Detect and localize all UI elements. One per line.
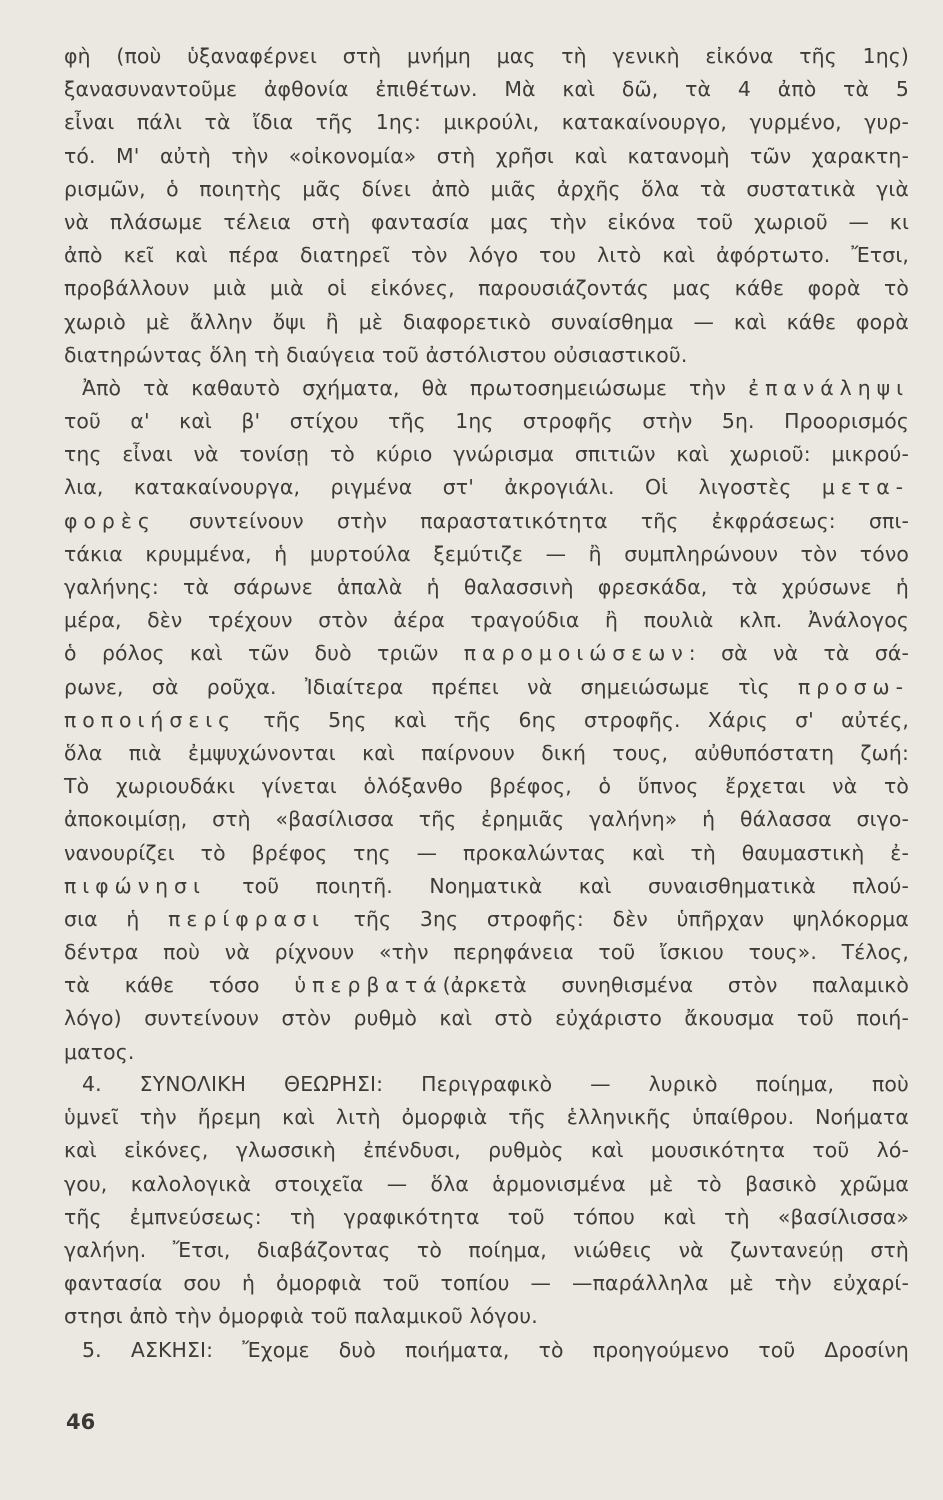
emphasized-term: περίφρασι: [168, 906, 325, 931]
emphasized-term: πιφώνησι: [64, 873, 206, 898]
text-segment: τὰ κάθε τόσο: [64, 973, 260, 998]
text-line: διατηρώντας ὅλη τὴ διαύγεια τοῦ ἀστόλιστου οὐσιαστικοῦ.: [64, 342, 688, 367]
emphasized-term: φορὲς: [64, 508, 156, 533]
text-line: γου, καλολογικὰ στοιχεῖα — ὅλα ἁρμονισμένα μὲ τὸ βασικὸ χρῶμα: [64, 1171, 909, 1196]
text-line: χωριὸ μὲ ἄλλην ὄψι ἢ μὲ διαφορετικὸ συναίσθημα — καὶ κάθε φορὰ: [64, 309, 909, 334]
text-segment: ρωνε, σὰ ροῦχα. Ἰδιαίτερα πρέπει νὰ σημειώσωμε τὶς: [64, 674, 770, 699]
text-line: ἀπὸ κεῖ καὶ πέρα διατηρεῖ τὸν λόγο του λιτὸ καὶ ἀφόρτωτο. Ἔτσι,: [64, 243, 909, 268]
text-line: [64, 372, 909, 405]
text-line: τό. Μ' αὐτὴ τὴν «οἰκονομία» στὴ χρῆσι καὶ κατανομὴ τῶν χαρακτη-: [64, 143, 909, 168]
section-heading: 4. ΣΥΝΟΛΙΚΗ ΘΕΩΡΗΣΙ:: [82, 1072, 384, 1096]
text-line: [64, 637, 909, 670]
text-line: στησι ἀπὸ τὴν ὀμορφιὰ τοῦ παλαμικοῦ λόγου.: [64, 1304, 538, 1329]
text-line: προβάλλουν μιὰ μιὰ οἱ εἰκόνες, παρουσιάζοντάς μας κάθε φορὰ τὸ: [64, 276, 909, 301]
text-line: ξανασυναντοῦμε ἀφθονία ἐπιθέτων. Μὰ καὶ δῶ, τὰ 4 ἀπὸ τὰ 5: [64, 77, 909, 102]
text-line: [64, 903, 909, 936]
text-segment: τοῦ ποιητῆ. Νοηματικὰ καὶ συναισθηματικὰ πλού-: [242, 873, 909, 898]
text-segment: Ἀπὸ τὰ καθαυτὸ σχήματα, θὰ πρωτοσημειώσωμε τὴν: [82, 375, 727, 400]
page-number: 46: [66, 1410, 96, 1434]
text-line: [64, 1068, 909, 1101]
emphasized-term: παρομοιώσεων: [463, 641, 689, 666]
section-5-exercise: [64, 1334, 909, 1367]
text-line: τοῦ α' καὶ β' στίχου τῆς 1ης στροφῆς στὴν 5η. Προορισμός: [64, 409, 909, 434]
text-line: μέρα, δὲν τρέχουν στὸν ἀέρα τραγούδια ἢ πουλιὰ κλπ. Ἀνάλογος: [64, 608, 909, 633]
text-line: νανουρίζει τὸ βρέφος της — προκαλώντας καὶ τὴ θαυμαστικὴ ἐ-: [64, 840, 909, 865]
text-line: ματος.: [64, 1039, 135, 1064]
text-segment: : σὰ νὰ τὰ σά-: [688, 641, 909, 666]
text-line: καὶ εἰκόνες, γλωσσικὴ ἐπένδυσι, ρυθμὸς καὶ μουσικότητα τοῦ λό-: [64, 1138, 909, 1163]
text-line: τῆς ἐμπνεύσεως: τὴ γραφικότητα τοῦ τόπου καὶ τὴ «βασίλισσα»: [64, 1204, 909, 1229]
text-line: φὴ (ποὺ ὑξαναφέρνει στὴ μνήμη μας τὴ γενικὴ εἰκόνα τῆς 1ης): [64, 44, 909, 68]
text-line: δέντρα ποὺ νὰ ρίχνουν «τὴν περηφάνεια τοῦ ἴσκιου τους». Τέλος,: [64, 940, 909, 965]
text-line: [64, 671, 909, 704]
section-3-text: [64, 40, 909, 1069]
text-line: γαλήνης: τὰ σάρωνε ἁπαλὰ ἡ θαλασσινὴ φρεσκάδα, τὰ χρύσωνε ἡ: [64, 575, 909, 599]
text-line: [64, 1334, 909, 1367]
text-segment: σια ἡ: [64, 906, 140, 931]
section-4-overall-review: [64, 1068, 909, 1334]
text-line: ὑμνεῖ τὴν ἤρεμη καὶ λιτὴ ὀμορφιὰ τῆς ἑλληνικῆς ὑπαίθρου. Νοήματα: [64, 1105, 909, 1130]
text-line: εἶναι πάλι τὰ ἴδια τῆς 1ης: μικρούλι, κατακαίνουργο, γυρμένο, γυρ-: [64, 110, 909, 135]
text-line: ρισμῶν, ὁ ποιητὴς μᾶς δίνει ἀπὸ μιᾶς ἀρχῆς ὅλα τὰ συστατικὰ γιὰ: [64, 176, 909, 201]
emphasized-term: ὑπερβατά: [294, 973, 443, 998]
text-line: [64, 704, 909, 737]
text-line: γαλήνη. Ἔτσι, διαβάζοντας τὸ ποίημα, νιώθεις νὰ ζωντανεύῃ στὴ: [64, 1237, 909, 1262]
text-line: ἀποκοιμίσῃ, στὴ «βασίλισσα τῆς ἐρημιᾶς γαλήνη» ἡ θάλασσα σιγο-: [64, 807, 909, 832]
text-line: λόγο) συντείνουν στὸν ρυθμὸ καὶ στὸ εὐχάριστο ἄκουσμα τοῦ ποιή-: [64, 1006, 909, 1031]
text-line: νὰ πλάσωμε τέλεια στὴ φαντασία μας τὴν εἰκόνα τοῦ χωριοῦ — κι: [64, 209, 909, 234]
emphasized-term: μετα-: [821, 475, 909, 500]
text-line: [64, 969, 909, 1002]
text-line: τάκια κρυμμένα, ἡ μυρτούλα ξεμύτιζε — ἢ συμπληρώνουν τὸν τόνο: [64, 541, 909, 566]
text-line: της εἶναι νὰ τονίσῃ τὸ κύριο γνώρισμα σπιτιῶν καὶ χωριοῦ: μικρού-: [64, 442, 909, 467]
text-segment: λια, κατακαίνουργα, ριγμένα στ' ἀκρογιάλι. Οἱ λιγοστὲς: [64, 475, 792, 500]
emphasized-term: ἐπανάληψι: [748, 375, 910, 400]
text-segment: τῆς 3ης στροφῆς: δὲν ὑπῆρχαν ψηλόκορμα: [353, 906, 909, 931]
text-line: [64, 471, 909, 504]
text-segment: τῆς 5ης καὶ τῆς 6ης στροφῆς. Χάρις σ' αὐτές,: [263, 707, 909, 732]
text-line: [64, 870, 909, 903]
text-segment: ὁ ρόλος καὶ τῶν δυὸ τριῶν: [64, 641, 439, 666]
text-segment: Ἔχομε δυὸ ποιήματα, τὸ προηγούμενο τοῦ Δροσίνη: [242, 1338, 909, 1362]
emphasized-term: ποποιήσεις: [64, 707, 237, 732]
text-line: ὅλα πιὰ ἐμψυχώνονται καὶ παίρνουν δική τους, αὐθυπόστατη ζωή:: [64, 740, 909, 765]
text-line: φαντασία σου ἡ ὀμορφιὰ τοῦ τοπίου — —παράλληλα μὲ τὴν εὐχαρί-: [64, 1271, 909, 1296]
emphasized-term: προσω-: [797, 674, 909, 699]
text-segment: (ἀρκετὰ συνηθισμένα στὸν παλαμικὸ: [442, 973, 909, 998]
section-heading: 5. ΑΣΚΗΣΙ:: [82, 1338, 214, 1362]
text-segment: Περιγραφικὸ — λυρικὸ ποίημα, ποὺ: [421, 1072, 909, 1096]
text-line: Τὸ χωριουδάκι γίνεται ὁλόξανθο βρέφος, ὁ ὕπνος ἔρχεται νὰ τὸ: [64, 774, 909, 799]
text-segment: συντείνουν στὴν παραστατικότητα τῆς ἐκφράσεως: σπι-: [188, 508, 909, 533]
text-line: [64, 505, 909, 538]
